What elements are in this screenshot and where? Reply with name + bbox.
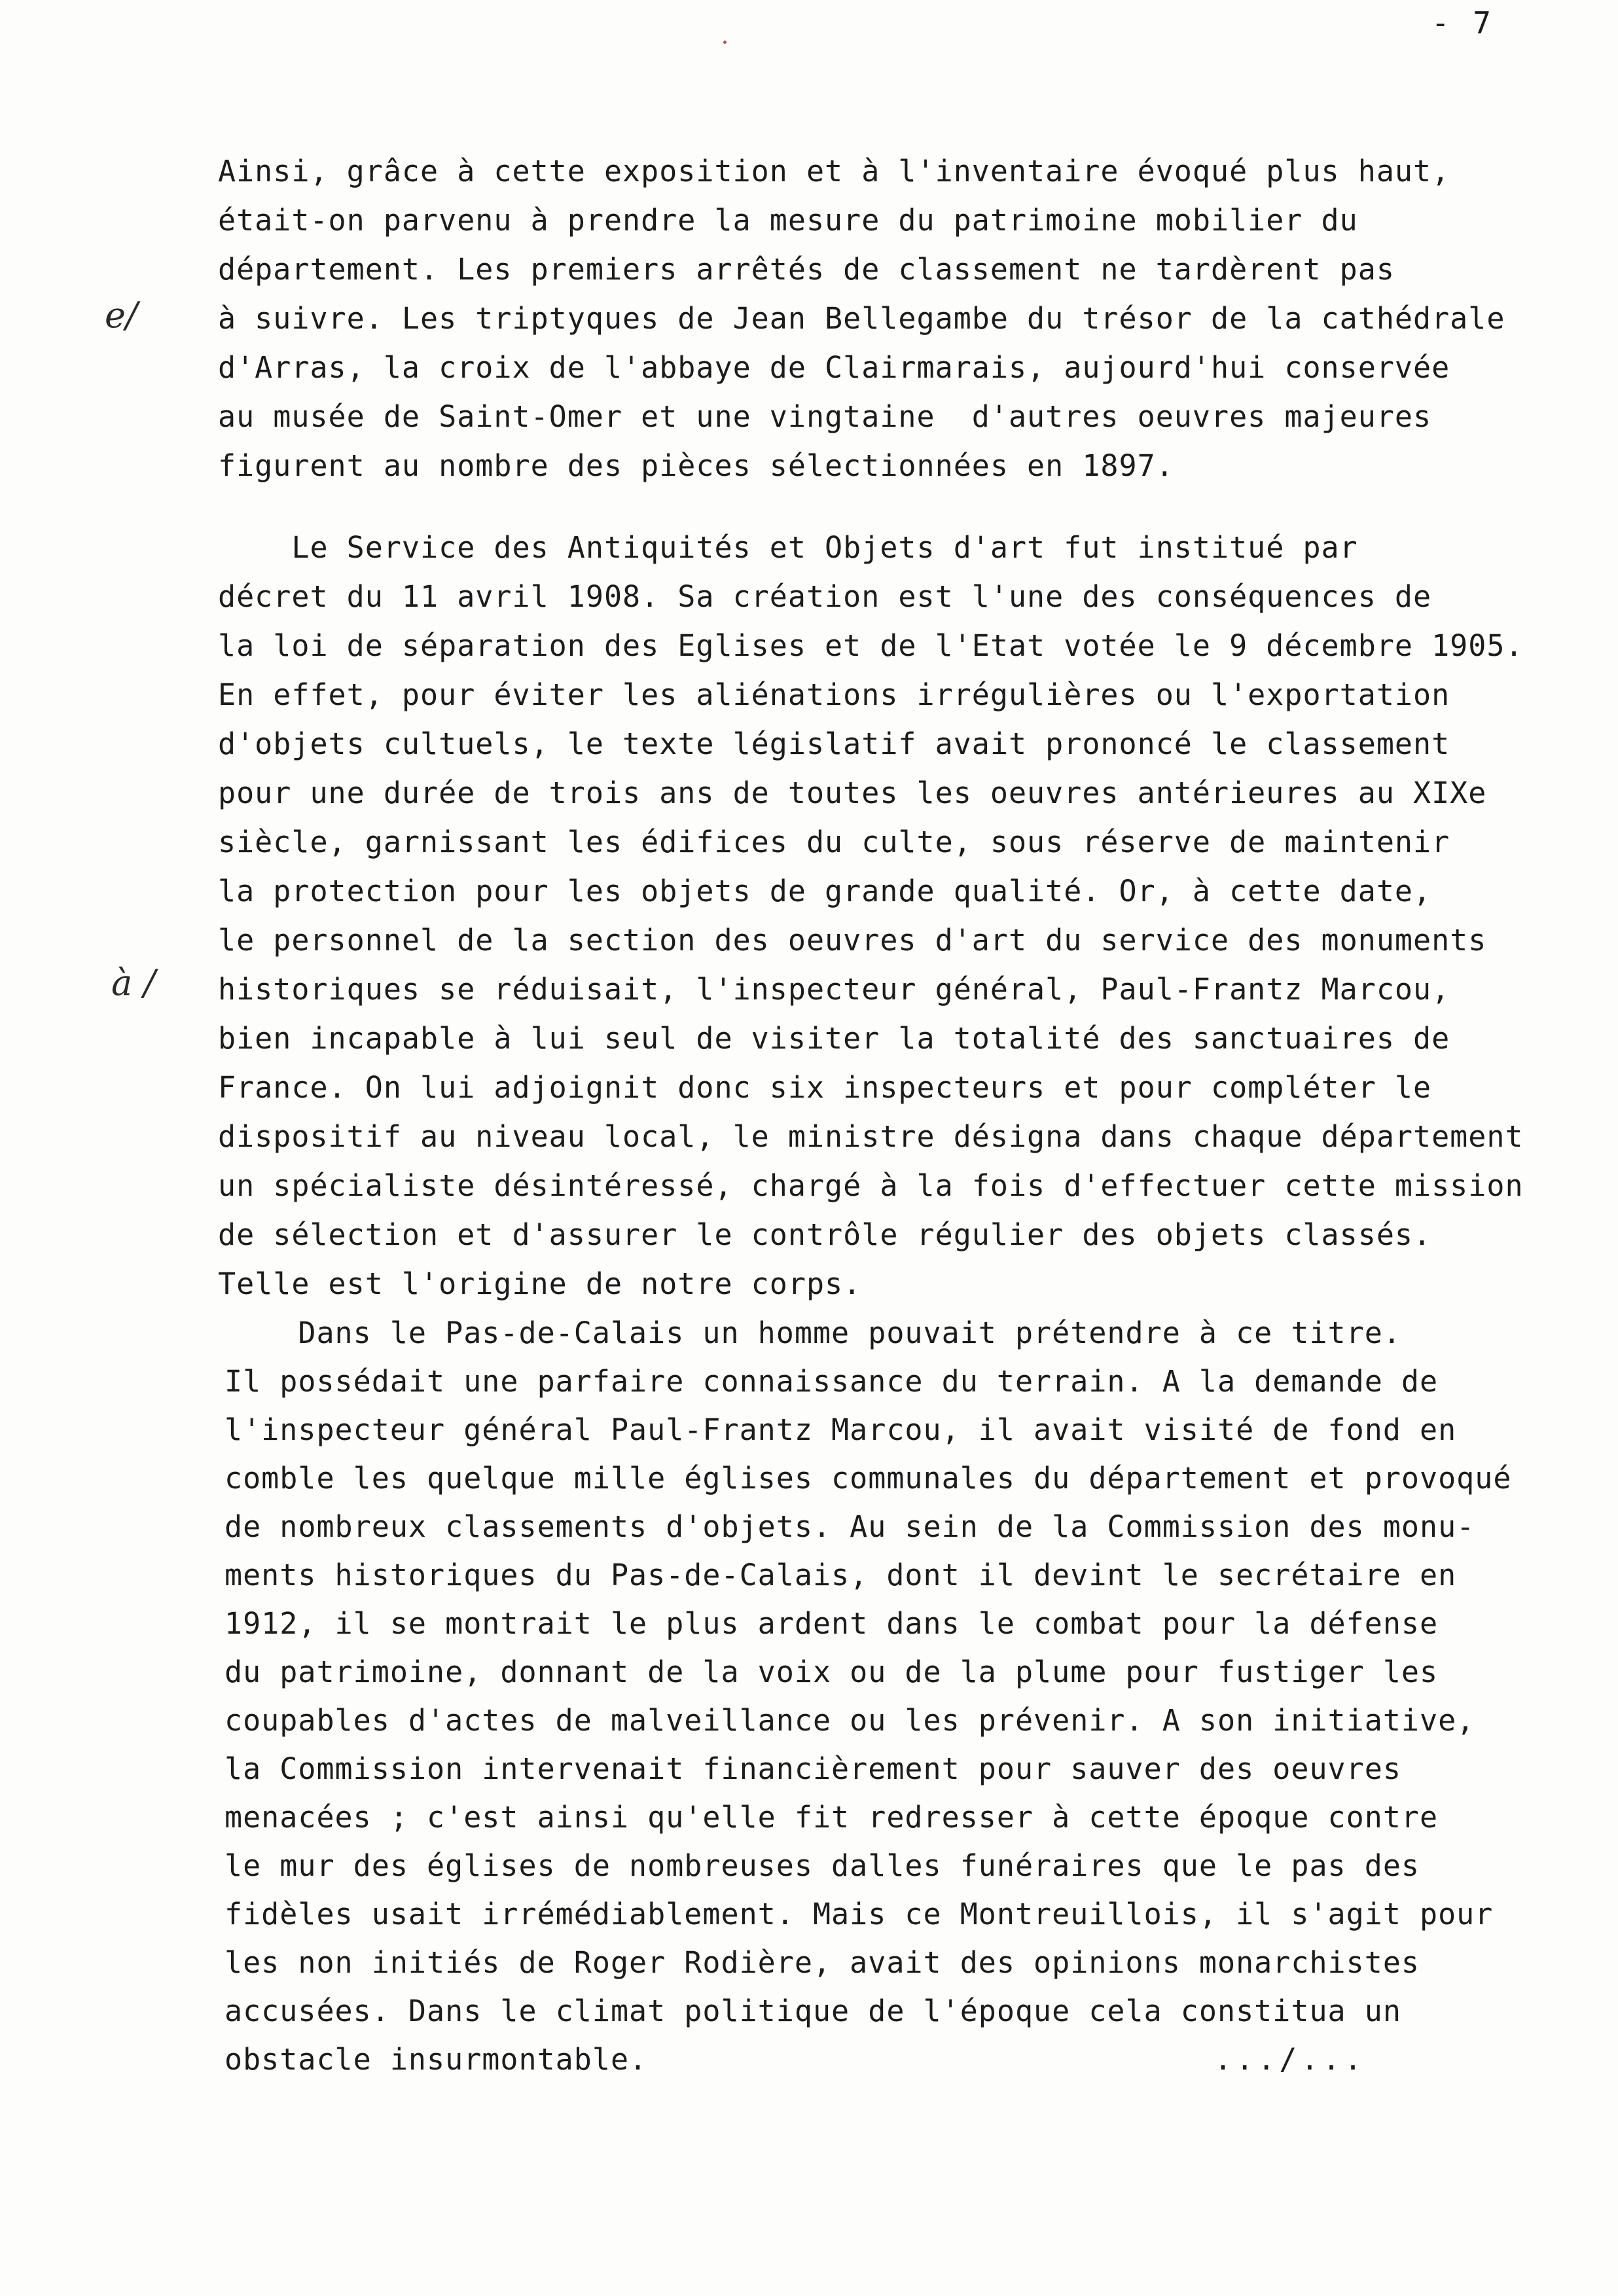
text-line: du patrimoine, donnant de la voix ou de la plume pour fustiger les [225,1655,1439,1689]
text-line: Dans le Pas-de-Calais un homme pouvait prétendre à ce titre. [225,1316,1401,1350]
text-line: pour une durée de trois ans de toutes les oeuvres antérieures au XIXe [218,776,1487,810]
text-line: d'objets cultuels, le texte législatif avait prononcé le classement [218,726,1450,761]
text-line: au musée de Saint-Omer et une vingtaine d'autres oeuvres majeures [218,399,1432,434]
text-line: le personnel de la section des oeuvres d'art du service des monuments [218,923,1487,958]
text-line: 1912, il se montrait le plus ardent dans le combat pour la défense [225,1606,1439,1641]
text-line: les non initiés de Roger Rodière, avait des opinions monarchistes [225,1945,1420,1980]
text-line: d'Arras, la croix de l'abbaye de Clairmarais, aujourd'hui conservée [218,350,1450,385]
text-line: Il possédait une parfaire connaissance du terrain. A la demande de [225,1364,1439,1399]
text-line: accusées. Dans le climat politique de l'époque cela constitua un [225,1994,1401,2028]
text-line: menacées ; c'est ainsi qu'elle fit redresser à cette époque contre [225,1800,1439,1835]
text-line: dispositif au niveau local, le ministre désigna dans chaque département [218,1119,1524,1154]
text-line: de nombreux classements d'objets. Au sein de la Commission des monu- [225,1509,1475,1544]
continuation-mark: .../... [1214,2042,1366,2077]
text-line: l'inspecteur général Paul-Frantz Marcou, il avait visité de fond en [225,1412,1457,1447]
text-line: comble les quelque mille églises communales du département et provoqué [225,1461,1512,1496]
text-line: Ainsi, grâce à cette exposition et à l'inventaire évoqué plus haut, [218,154,1450,188]
text-line: coupables d'actes de malveillance ou les prévenir. A son initiative, [225,1703,1475,1738]
text-line: figurent au nombre des pièces sélectionnées en 1897. [218,448,1174,483]
text-line: un spécialiste désintéressé, chargé à la fois d'effectuer cette mission [218,1168,1524,1203]
text-line: historiques se réduisait, l'inspecteur général, Paul-Frantz Marcou, [218,972,1450,1007]
text-line: Telle est l'origine de notre corps. [218,1266,862,1301]
text-line: En effet, pour éviter les aliénations irrégulières ou l'exportation [218,677,1450,712]
text-line: de sélection et d'assurer le contrôle régulier des objets classés. [218,1217,1432,1252]
text-line: département. Les premiers arrêtés de classement ne tardèrent pas [218,252,1395,287]
text-line: Le Service des Antiquités et Objets d'art fut institué par [218,530,1358,565]
text-line: la Commission intervenait financièrement pour sauver des oeuvres [225,1751,1401,1786]
text-line: siècle, garnissant les édifices du culte, sous réserve de maintenir [218,825,1450,859]
ink-speck [723,41,727,44]
text-line: la loi de séparation des Eglises et de l'Etat votée le 9 décembre 1905. [218,628,1524,663]
text-line: le mur des églises de nombreuses dalles funéraires que le pas des [225,1848,1420,1883]
text-line: bien incapable à lui seul de visiter la totalité des sanctuaires de [218,1021,1450,1056]
margin-note-correction-1: e/ [105,295,138,336]
text-line: la protection pour les objets de grande qualité. Or, à cette date, [218,874,1432,908]
text-line: à suivre. Les triptyques de Jean Bellegambe du trésor de la cathédrale [218,301,1505,336]
text-line: était-on parvenu à prendre la mesure du patrimoine mobilier du [218,203,1358,238]
text-line: ments historiques du Pas-de-Calais, dont il devint le secrétaire en [225,1558,1457,1592]
text-line: fidèles usait irrémédiablement. Mais ce Montreuillois, il s'agit pour [225,1897,1494,1931]
text-line: obstacle insurmontable. [225,2042,648,2077]
margin-note-correction-2: à / [111,962,156,1003]
text-line: décret du 11 avril 1908. Sa création est l'une des conséquences de [218,579,1432,614]
page-number: - 7 [1431,5,1494,41]
text-line: France. On lui adjoignit donc six inspecteurs et pour compléter le [218,1070,1432,1105]
